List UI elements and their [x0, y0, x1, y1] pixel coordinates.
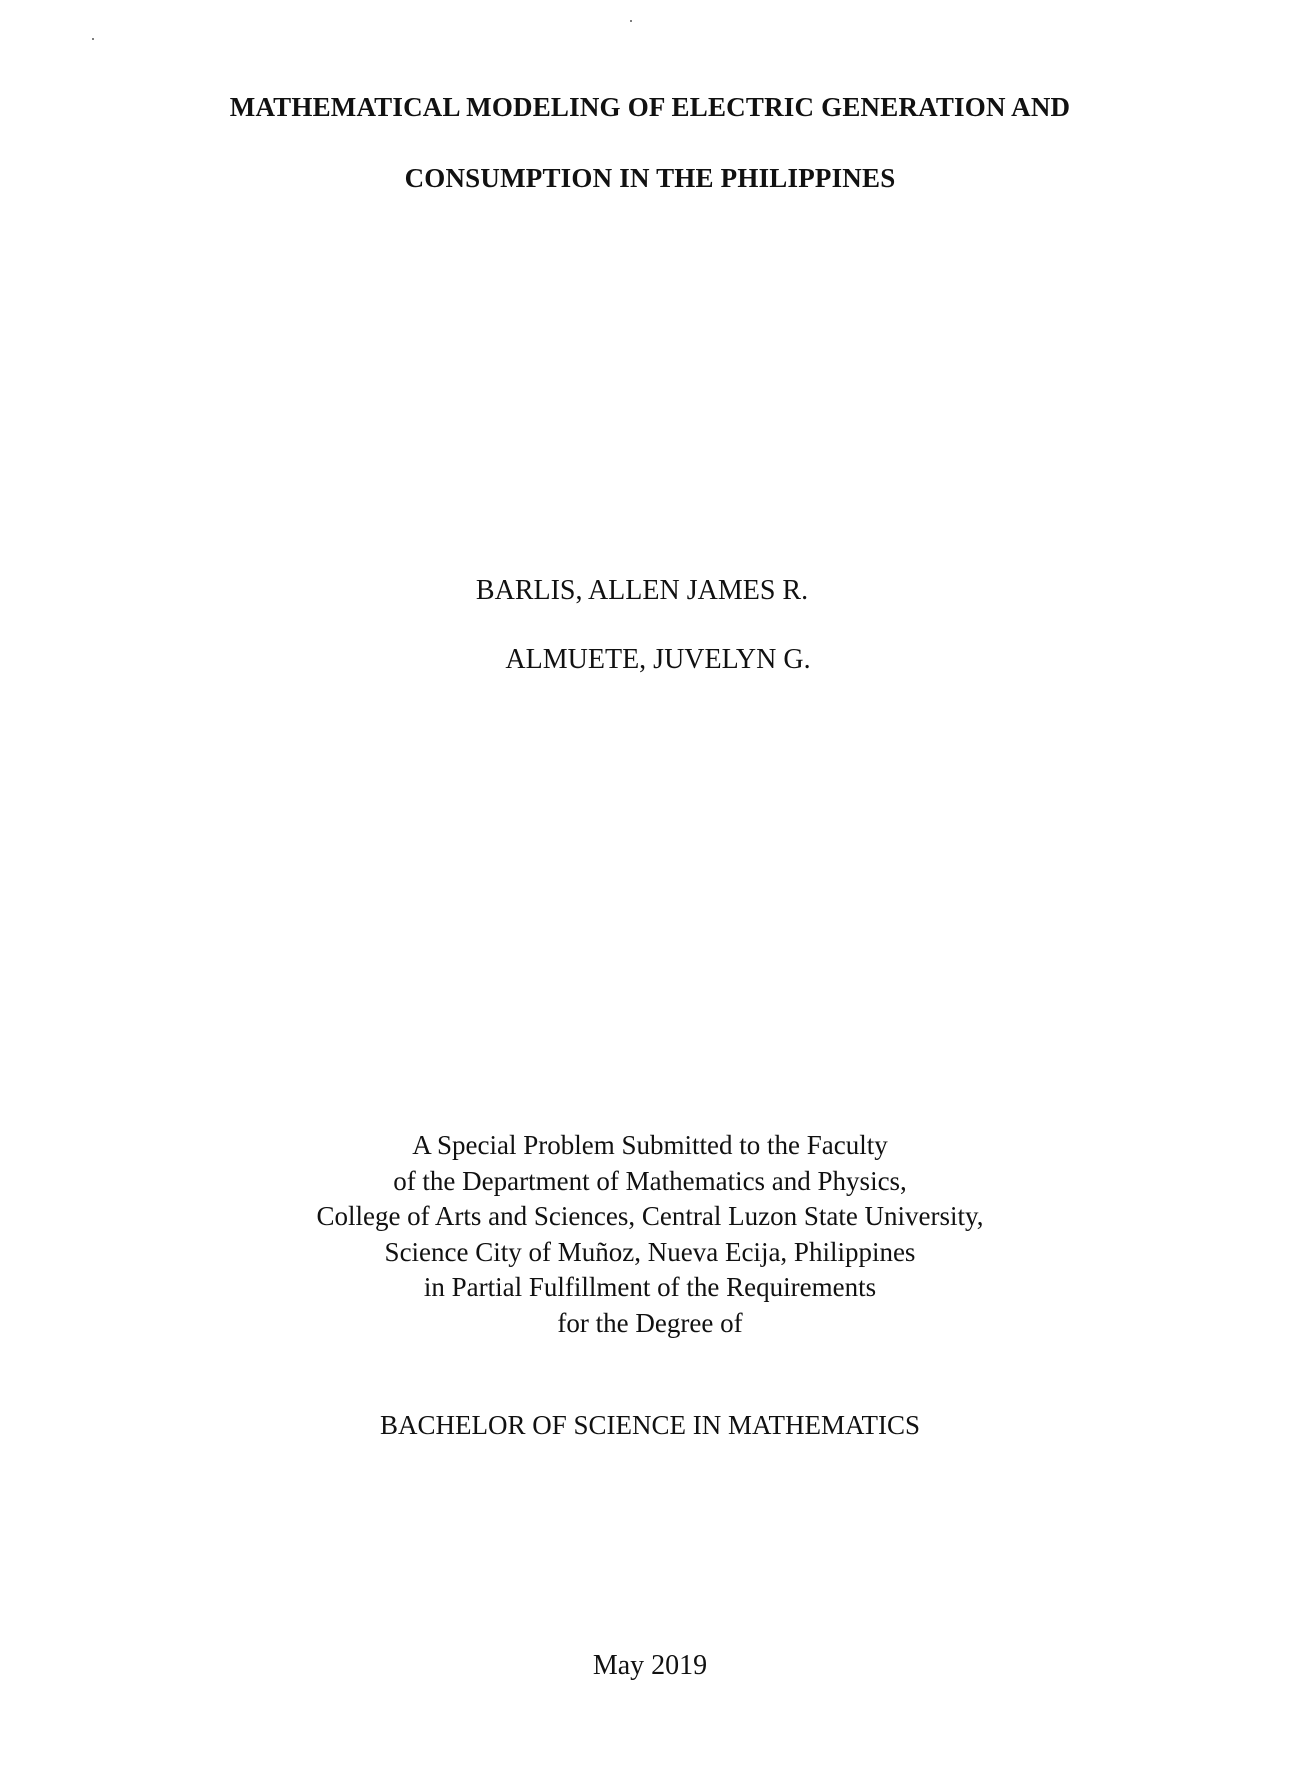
author-2: ALMUETE, JUVELYN G. — [505, 644, 811, 675]
submission-line: College of Arts and Sciences, Central Luzon State University, — [316, 1201, 984, 1231]
submission-line: of the Department of Mathematics and Physics, — [393, 1165, 907, 1196]
submission-date: May 2019 — [592, 1650, 708, 1681]
title-line-2: CONSUMPTION IN THE PHILIPPINES — [404, 163, 896, 193]
submission-line: for the Degree of — [557, 1307, 743, 1338]
author-1: BARLIS, ALLEN JAMES R. — [475, 575, 809, 606]
submission-line: in Partial Fulfillment of the Requirements — [423, 1272, 877, 1302]
submission-line: Science City of Muñoz, Nueva Ecija, Philippines — [384, 1236, 916, 1267]
title-line-1: MATHEMATICAL MODELING OF ELECTRIC GENERATION AND — [229, 92, 1071, 122]
scan-speck — [630, 20, 632, 22]
degree-name: BACHELOR OF SCIENCE IN MATHEMATICS — [379, 1410, 921, 1440]
scan-speck — [92, 38, 94, 40]
submission-statement — [0, 1128, 1300, 1341]
submission-line: A Special Problem Submitted to the Faculty — [412, 1130, 888, 1160]
